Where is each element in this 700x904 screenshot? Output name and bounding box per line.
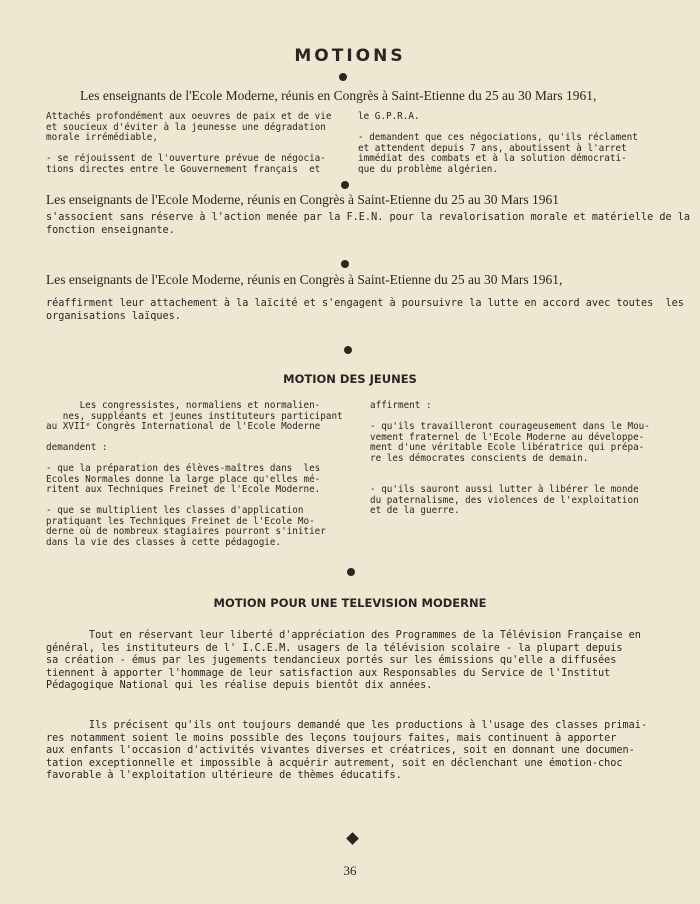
motion3-text: réaffirment leur attachement à la laïcité et s'engagent à poursuivre la lutte en accord avec toutes les organisations laïques. — [46, 298, 684, 322]
separator-dot — [339, 73, 347, 81]
motion2-text: s'associent sans réserve à l'action menée par la F.E.N. pour la revalorisation morale et matérielle de la fonction enseignante. — [46, 212, 691, 236]
separator-dot — [347, 568, 355, 576]
motion-tv-heading: MOTION POUR UNE TELEVISION MODERNE — [213, 596, 487, 610]
separator-dot — [341, 260, 349, 268]
motion-tv-paragraph-1: Tout en réservant leur liberté d'appréciation des Programmes de la Télévision Française en général, les instituteurs de l' I.C.E.M. usagers de la télévision scolaire - la plupart depuis sa création - émus par les jugements tendancieux portés sur les émissions qu'elle a diffusées tiennent à apporter l'hommage de leur satisfaction aux Responsables du Service de l'Institut Pédagogique National qui les réalise depuis bientôt dix années. — [46, 630, 641, 691]
page-number: 36 — [343, 863, 357, 878]
separator-dot — [341, 181, 349, 189]
motion-jeunes-right-text: affirment : - qu'ils travailleront courageusement dans le Mou- vement fraternel de l'Ecole Moderne au développe- ment d'une véritable Ecole libératrice qui prépa- re les démocrates conscients de demain. - qu'ils sauront aussi lutter à libérer le monde du paternalisme, des violences de l'exploitation et de la guerre. — [370, 400, 650, 516]
separator-dot — [344, 346, 352, 354]
motion1-heading: Les enseignants de l'Ecole Moderne, réunis en Congrès à Saint-Etienne du 25 au 30 Mars 1961, — [80, 88, 597, 103]
motion1-right-text: le G.P.R.A. - demandent que ces négociations, qu'ils réclament et attendent depuis 7 ans, aboutissent à l'arret immédiat des combats et à la solution démocrati- que du problème algérien. — [358, 111, 638, 175]
page-title: MOTIONS — [294, 46, 406, 66]
motion-jeunes-heading: MOTION DES JEUNES — [283, 372, 417, 386]
separator-diamond — [346, 832, 359, 845]
motion2-heading: Les enseignants de l'Ecole Moderne, réunis en Congrès à Saint-Etienne du 25 au 30 Mars 1961 — [46, 192, 560, 207]
motion1-left-text: Attachés profondément aux oeuvres de paix et de vie et soucieux d'éviter à la jeunesse une dégradation morale irrémédiable, - se réjouissent de l'ouverture prévue de négocia- tions directes entre le Gouvernement français et — [46, 111, 332, 175]
motion3-heading: Les enseignants de l'Ecole Moderne, réunis en Congrès à Saint-Etienne du 25 au 30 Mars 1961, — [46, 272, 563, 287]
motion-tv-paragraph-2: Ils précisent qu'ils ont toujours demandé que les productions à l'usage des classes primai- res notamment soient le moins possible des leçons toujours faites, mais continuent à apporter aux enfants l'occasion d'activités vivantes diverses et créatrices, soit en donnant une documen- tation exceptionnelle et impossible à acquérir autrement, soit en déclenchant une émotion-choc favorable à l'exploitation ultérieure de thèmes éducatifs. — [46, 720, 648, 781]
motion-jeunes-left-text: Les congressistes, normaliens et normalien- nes, suppléants et jeunes instituteurs participant au XVIIᵉ Congrès International de l'Ecole Moderne demandent : - que la préparation des élèves-maîtres dans les Ecoles Normales donne la large place qu'elles mé- ritent aux Techniques Freinet de l'Ecole Moderne. - que se multiplient les classes d'application pratiquant les Techniques Freinet de l'Ecole Mo- derne où de nombreux stagiaires pourront s'initier dans la vie des classes à cette pédagogie. — [46, 400, 343, 548]
